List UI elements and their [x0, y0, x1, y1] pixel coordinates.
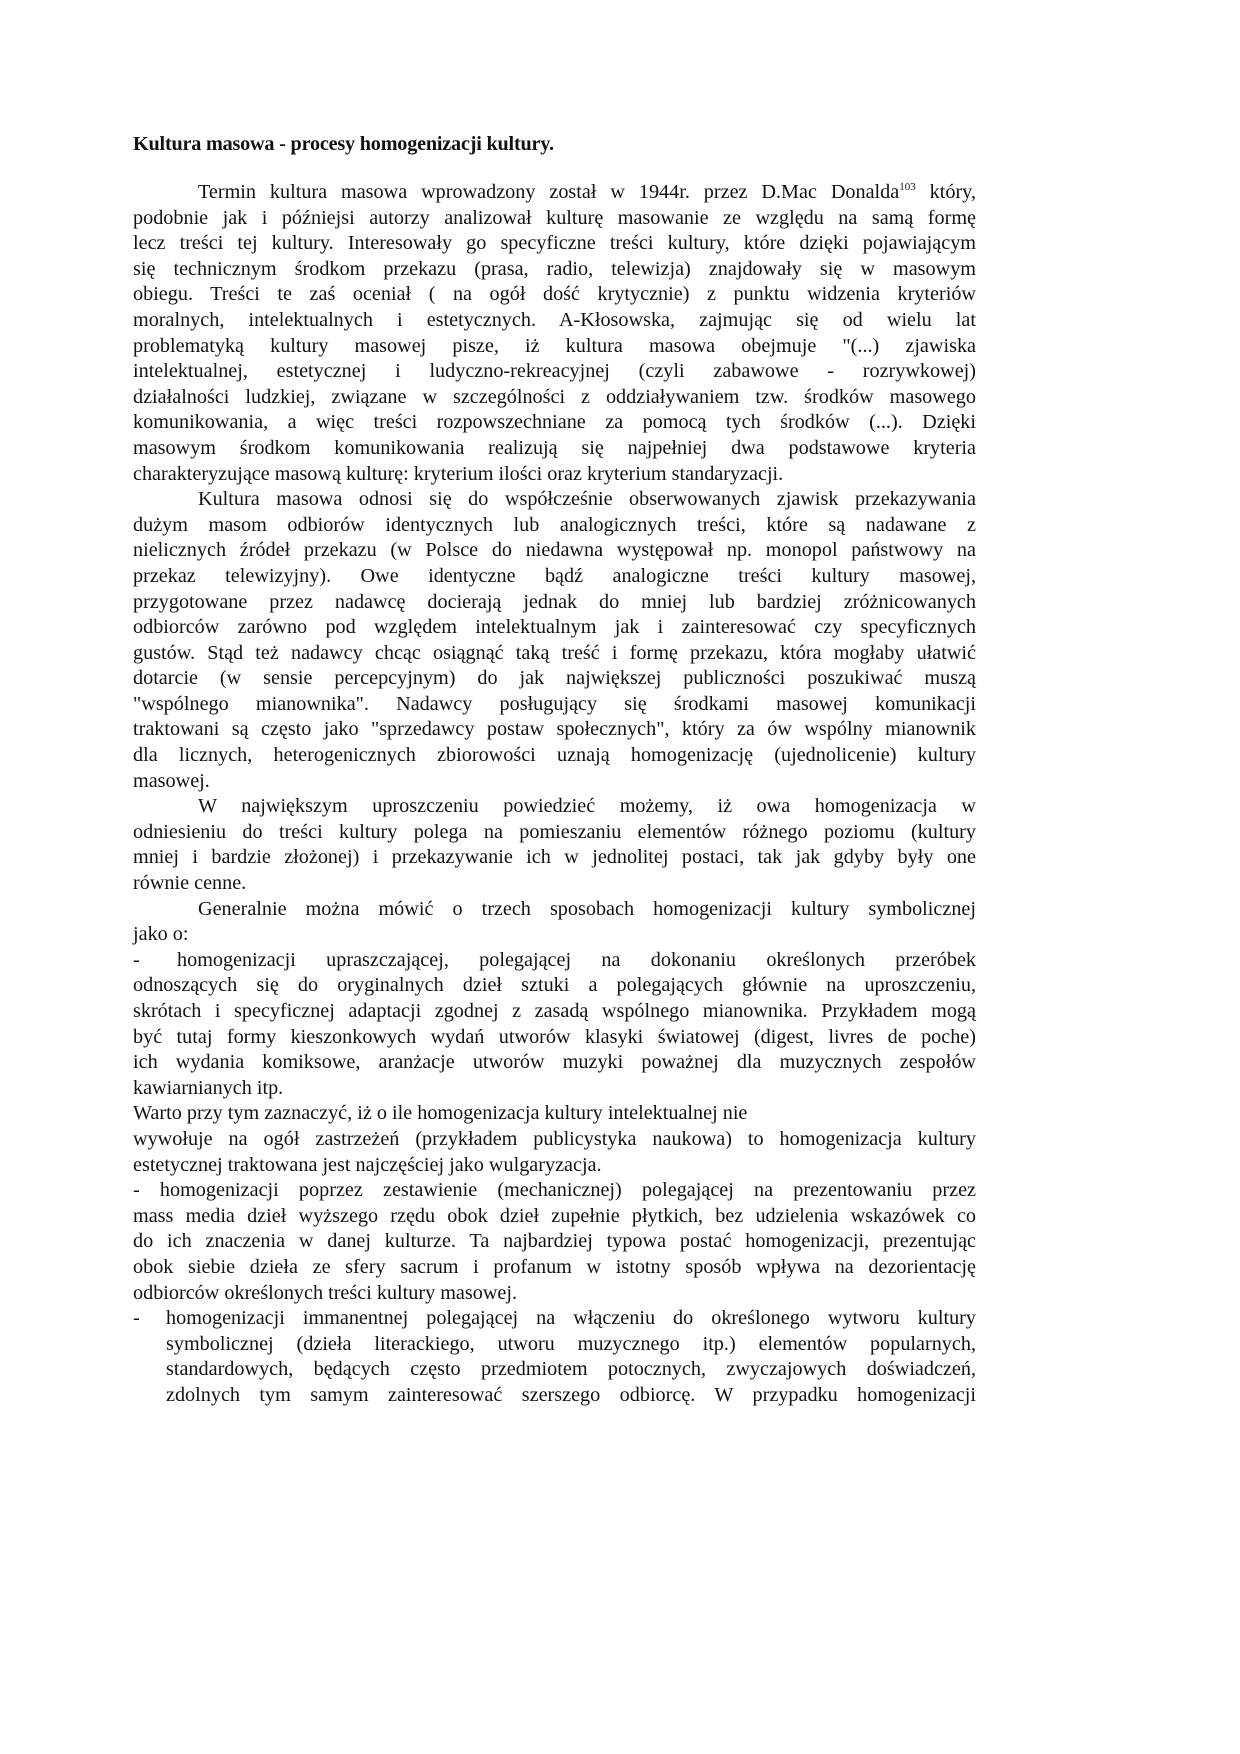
text-line: - homogenizacji upraszczającej, polegającej na dokonaniu określonych przeróbek — [133, 948, 976, 974]
text-line: ich wydania komiksowe, aranżacje utworów muzyki poważnej dla muzycznych zespołów — [133, 1051, 976, 1074]
text-line: lecz treści tej kultury. Interesowały go specyficzne treści kultury, które dzięki pojawiającym — [133, 232, 976, 255]
text-line: gustów. Stąd też nadawcy chcąc osiągnąć taką treść i formę przekazu, która mogłaby ułatwić — [133, 641, 976, 664]
text-line: zdolnych tym samym zainteresować szerszego odbiorcę. W przypadku homogenizacji — [166, 1383, 976, 1406]
text-line: Termin kultura masowa wprowadzony został w 1944r. przez D.Mac Donalda$^{103}$ który, — [198, 181, 977, 203]
text-line: obok siebie dzieła ze sfery sacrum i profanum w istotny sposób wpływa na dezorientację — [133, 1255, 976, 1278]
text-line: przygotowane przez nadawcę docierają jednak do mniej lub bardziej zróżnicowanych — [133, 590, 976, 613]
paragraph-3 — [133, 794, 976, 896]
document-body — [133, 131, 976, 1409]
text-line: Generalnie można mówić o trzech sposobach homogenizacji kultury symbolicznej — [198, 897, 976, 920]
text-line: Warto przy tym zaznaczyć, iż o ile homogenizacja kultury intelektualnej nie — [133, 1102, 748, 1125]
paragraph-5 — [133, 1101, 976, 1178]
paragraph-4 — [133, 897, 976, 948]
paragraph-2 — [133, 487, 976, 794]
text-line: równie cenne. — [133, 872, 247, 895]
text-line: odniesieniu do treści kultury polega na pomieszaniu elementów różnego poziomu (kultury — [133, 820, 976, 843]
text-line: problematyką kultury masowej pisze, iż kultura masowa obejmuje "(...) zjawiska — [133, 334, 976, 357]
footnote-reference[interactable]: 103 — [899, 181, 916, 193]
text-line: masowym środkom komunikowania realizują się najpełniej dwa podstawowe kryteria — [133, 436, 976, 459]
text-line: odbiorców zarówno pod względem intelektualnym jak i zainteresować czy specyficznych — [133, 616, 976, 639]
text-line: skrótach i specyficznej adaptacji zgodnej z zasadą wspólnego mianownika. Przykładem mogą — [133, 1000, 976, 1022]
list-item-immanent-homogenization — [133, 1306, 976, 1408]
text-line: symbolicznej (dzieła literackiego, utworu muzycznego itp.) elementów popularnych, — [166, 1332, 976, 1355]
text-line: moralnych, intelektualnych i estetycznych. A-Kłosowska, zajmując się od wielu lat — [133, 308, 976, 331]
text-line: dla licznych, heterogenicznych zbiorowości uznają homogenizację (ujednolicenie) kultury — [133, 744, 976, 767]
text-line: dużym masom odbiorów identycznych lub analogicznych treści, które są nadawane z — [133, 513, 976, 536]
list-dash-marker: - — [133, 1307, 140, 1330]
text-line: obiegu. Treści te zaś oceniał ( na ogół dość krytycznie) z punktu widzenia kryteriów — [133, 283, 976, 306]
text-line: Kultura masowa odnosi się do współcześnie obserwowanych zjawisk przekazywania — [198, 488, 976, 511]
paragraph-1 — [133, 180, 976, 487]
text-line: być tutaj formy kieszonkowych wydań utworów klasyki światowej (digest, livres de poche) — [133, 1025, 976, 1048]
document-title: Kultura masowa - procesy homogenizacji kultury. — [133, 133, 554, 155]
text-line: się technicznym środkom przekazu (prasa, radio, telewizja) znajdowały się w masowym — [133, 257, 976, 280]
text-line: "wspólnego mianownika". Nadawcy posługujący się środkami masowej komunikacji — [133, 692, 976, 715]
text-line: masowej. — [133, 769, 210, 792]
text-line: przekaz telewizyjny). Owe identyczne bądź analogiczne treści kultury masowej, — [133, 564, 976, 587]
text-line: działalności ludzkiej, związane w szczególności z oddziaływaniem tzw. środków masowego — [133, 385, 976, 408]
text-line: odnoszących się do oryginalnych dzieł sztuki a polegających głównie na uproszczeniu, — [133, 974, 976, 997]
text-line: charakteryzujące masową kulturę: kryterium ilości oraz kryterium standaryzacji. — [133, 462, 784, 485]
text-line: do ich znaczenia w danej kulturze. Ta najbardziej typowa postać homogenizacji, prezentując — [133, 1230, 976, 1253]
text-line: nielicznych źródeł przekazu (w Polsce do niedawna występował np. monopol państwowy na — [133, 539, 976, 562]
text-line: - homogenizacji immanentnej polegającej na włączeniu do określonego wytworu kultury — [133, 1306, 976, 1332]
text-line: standardowych, będących często przedmiotem potocznych, zwyczajowych doświadczeń, — [166, 1358, 976, 1381]
list-item-simplifying-homogenization — [133, 948, 976, 1102]
text-line: traktowani są często jako "sprzedawcy postaw społecznych", który za ów wspólny mianownik — [133, 718, 976, 741]
text-line: jako o: — [133, 923, 189, 946]
list-dash-marker: - — [133, 948, 140, 971]
text-line: estetycznej traktowana jest najczęściej jako wulgaryzacja. — [133, 1153, 602, 1176]
text-line: kawiarnianych itp. — [133, 1076, 284, 1099]
text-line: - homogenizacji poprzez zestawienie (mechanicznej) polegającej na prezentowaniu przez — [133, 1179, 976, 1202]
text-line: odbiorców określonych treści kultury masowej. — [133, 1281, 518, 1304]
text-line: komunikowania, a więc treści rozpowszechniane za pomocą tych środków (...). Dzięki — [133, 411, 976, 434]
text-line: W największym uproszczeniu powiedzieć możemy, iż owa homogenizacja w — [198, 795, 976, 818]
text-line: dotarcie (w sensie percepcyjnym) do jak największej publiczności poszukiwać muszą — [133, 667, 976, 690]
text-line: wywołuje na ogół zastrzeżeń (przykładem publicystyka naukowa) to homogenizacja kultury — [133, 1127, 976, 1150]
text-line: mniej i bardzie złożonej) i przekazywanie ich w jednolitej postaci, tak jak gdyby były one — [133, 846, 976, 869]
text-line: intelektualnej, estetycznej i ludyczno-rekreacyjnej (czyli zabawowe - rozrywkowej) — [133, 360, 976, 383]
text-line: mass media dzieł wyższego rzędu obok dzieł zupełnie płytkich, bez udzielenia wskazówek co — [133, 1204, 976, 1227]
text-line: podobnie jak i późniejsi autorzy analizował kulturę masowanie ze względu na samą formę — [133, 206, 976, 229]
list-item-juxtaposition-homogenization — [133, 1178, 976, 1306]
